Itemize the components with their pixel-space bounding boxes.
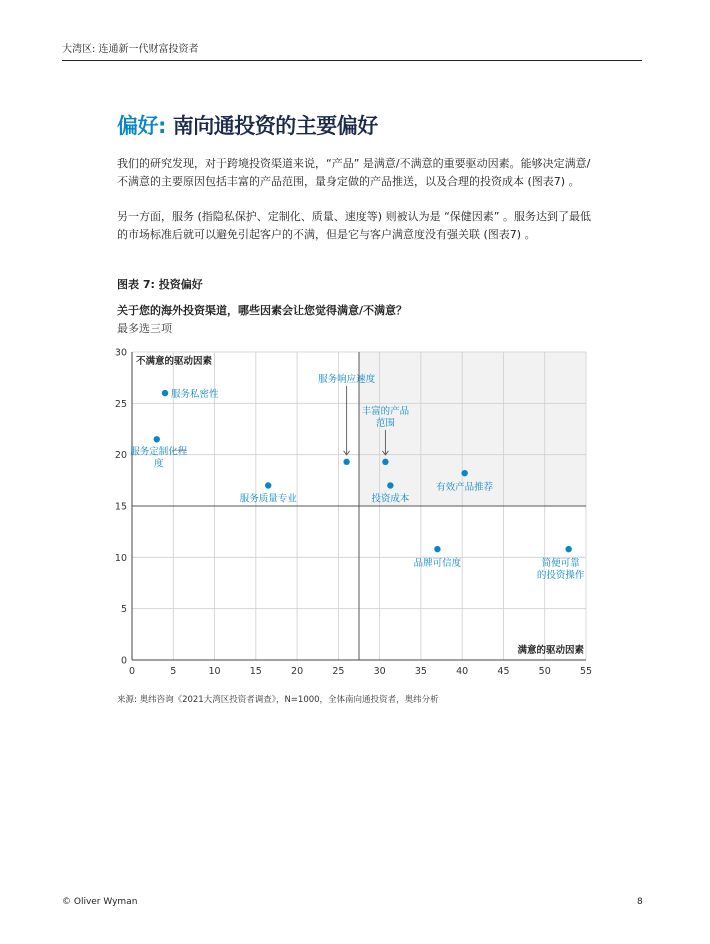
data-label: 服务定制化程度 — [130, 446, 188, 470]
running-header: 大湾区: 连通新一代财富投资者 — [62, 44, 199, 55]
data-point — [434, 546, 440, 552]
data-label: 服务质量专业 — [239, 493, 297, 505]
page-number: 8 — [637, 897, 643, 907]
data-point — [343, 459, 349, 465]
data-point — [265, 482, 271, 488]
footer-copyright: © Oliver Wyman — [62, 897, 138, 907]
data-label: 服务响应速度 — [318, 373, 376, 385]
figure-question: 关于您的海外投资渠道，哪些因素会让您觉得满意/不满意？ — [117, 304, 408, 317]
data-point — [154, 436, 160, 442]
data-point-group — [537, 546, 585, 581]
data-point-group — [240, 482, 298, 504]
x-tick-label: 15 — [249, 666, 262, 677]
data-point-group — [130, 436, 188, 469]
x-tick-label: 40 — [456, 666, 469, 677]
x-tick-label: 35 — [414, 666, 427, 677]
x-tick-label: 50 — [538, 666, 551, 677]
x-tick-label: 20 — [291, 666, 304, 677]
y-axis-title: 不满意的驱动因素 — [136, 356, 213, 367]
data-label: 丰富的产品范围 — [361, 405, 410, 429]
y-tick-label: 0 — [120, 655, 127, 667]
data-point — [565, 546, 571, 552]
data-point — [162, 390, 168, 396]
x-axis-title: 满意的驱动因素 — [517, 645, 584, 656]
y-tick-label: 20 — [114, 450, 127, 462]
x-tick-label: 30 — [373, 666, 386, 677]
paragraph-2: 另一方面，服务 (指隐私保护、定制化、质量、速度等) 则被认为是 “保健因素” 。服务达到了最低的市场标准后就可以避免引起客户的不满，但是它与客户满意度没有强关联 (图表7) 。 — [117, 210, 591, 241]
x-tick-label: 55 — [579, 666, 593, 677]
data-point — [461, 470, 467, 476]
figure-label: 图表 7: 投资偏好 — [117, 278, 203, 291]
data-point — [387, 482, 393, 488]
data-label: 品牌可信度 — [413, 558, 462, 570]
section-title-accent: 偏好: — [117, 114, 166, 138]
data-label: 投资成本 — [371, 493, 410, 505]
data-label: 简便可靠的投资操作 — [536, 558, 585, 582]
x-tick-label: 0 — [128, 666, 136, 677]
x-tick-label: 10 — [208, 666, 221, 677]
y-tick-label: 10 — [114, 552, 127, 564]
y-tick-label: 25 — [114, 398, 127, 410]
data-point — [382, 459, 388, 465]
data-label: 有效产品推荐 — [436, 482, 494, 494]
y-tick-label: 30 — [114, 347, 127, 359]
figure-note: 最多选三项 — [117, 322, 172, 335]
x-tick-label: 25 — [332, 666, 345, 677]
data-label: 服务私密性 — [171, 389, 219, 401]
x-tick-label: 5 — [170, 666, 177, 677]
y-tick-label: 5 — [120, 604, 127, 616]
section-title-text: 南向通投资的主要偏好 — [172, 114, 378, 138]
y-tick-label: 15 — [114, 501, 127, 513]
source-note: 来源: 奥纬咨询《2021大湾区投资者调查》，N=1000，全体南向通投资者，奥纬分析 — [117, 695, 439, 705]
x-tick-label: 45 — [497, 666, 510, 677]
paragraph-1: 我们的研究发现，对于跨境投资渠道来说，“产品” 是满意/不满意的重要驱动因素。能够决定满意/不满意的主要原因包括丰富的产品范围，量身定做的产品推送，以及合理的投资成本 (图表7) 。 — [117, 157, 591, 188]
data-point-group — [162, 388, 219, 400]
